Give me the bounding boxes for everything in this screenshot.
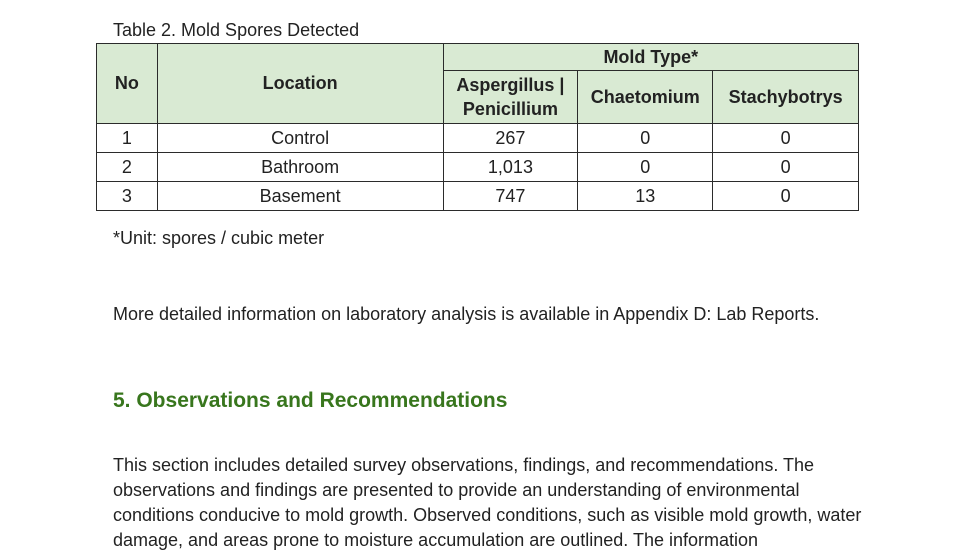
cell-chaetomium: 13 [578, 182, 713, 211]
header-location: Location [157, 44, 443, 124]
header-mold-type: Mold Type* [443, 44, 858, 71]
cell-chaetomium: 0 [578, 153, 713, 182]
cell-chaetomium: 0 [578, 124, 713, 153]
cell-stachybotrys: 0 [713, 182, 859, 211]
cell-stachybotrys: 0 [713, 124, 859, 153]
section-paragraph: This section includes detailed survey observations, findings, and recommendations. The observations and findings are presented to provide an understanding of environmental conditions conducive to mold growth. Observed conditions, such as visible mold growth, water damage, and areas prone to moisture accumulation are outlined. The information [113, 455, 862, 550]
table-row [97, 124, 859, 153]
cell-location: Basement [157, 182, 443, 211]
header-aspergillus: Aspergillus | Penicillium [443, 71, 578, 124]
cell-aspergillus: 1,013 [443, 153, 578, 182]
table-footnote: *Unit: spores / cubic meter [113, 228, 325, 248]
appendix-paragraph: More detailed information on laboratory analysis is available in Appendix D: Lab Reports. [113, 304, 820, 324]
cell-aspergillus: 267 [443, 124, 578, 153]
table-row [97, 153, 859, 182]
header-stachybotrys: Stachybotrys [713, 71, 859, 124]
table-caption: Table 2. Mold Spores Detected [113, 20, 360, 40]
cell-stachybotrys: 0 [713, 153, 859, 182]
cell-location: Control [157, 124, 443, 153]
cell-no: 2 [97, 153, 158, 182]
header-chaetomium: Chaetomium [578, 71, 713, 124]
section-heading: 5. Observations and Recommendations [113, 389, 508, 412]
table-header-row [97, 44, 859, 71]
cell-location: Bathroom [157, 153, 443, 182]
mold-spores-table [96, 43, 859, 211]
cell-no: 3 [97, 182, 158, 211]
cell-no: 1 [97, 124, 158, 153]
cell-aspergillus: 747 [443, 182, 578, 211]
header-no: No [97, 44, 158, 124]
table-row [97, 182, 859, 211]
